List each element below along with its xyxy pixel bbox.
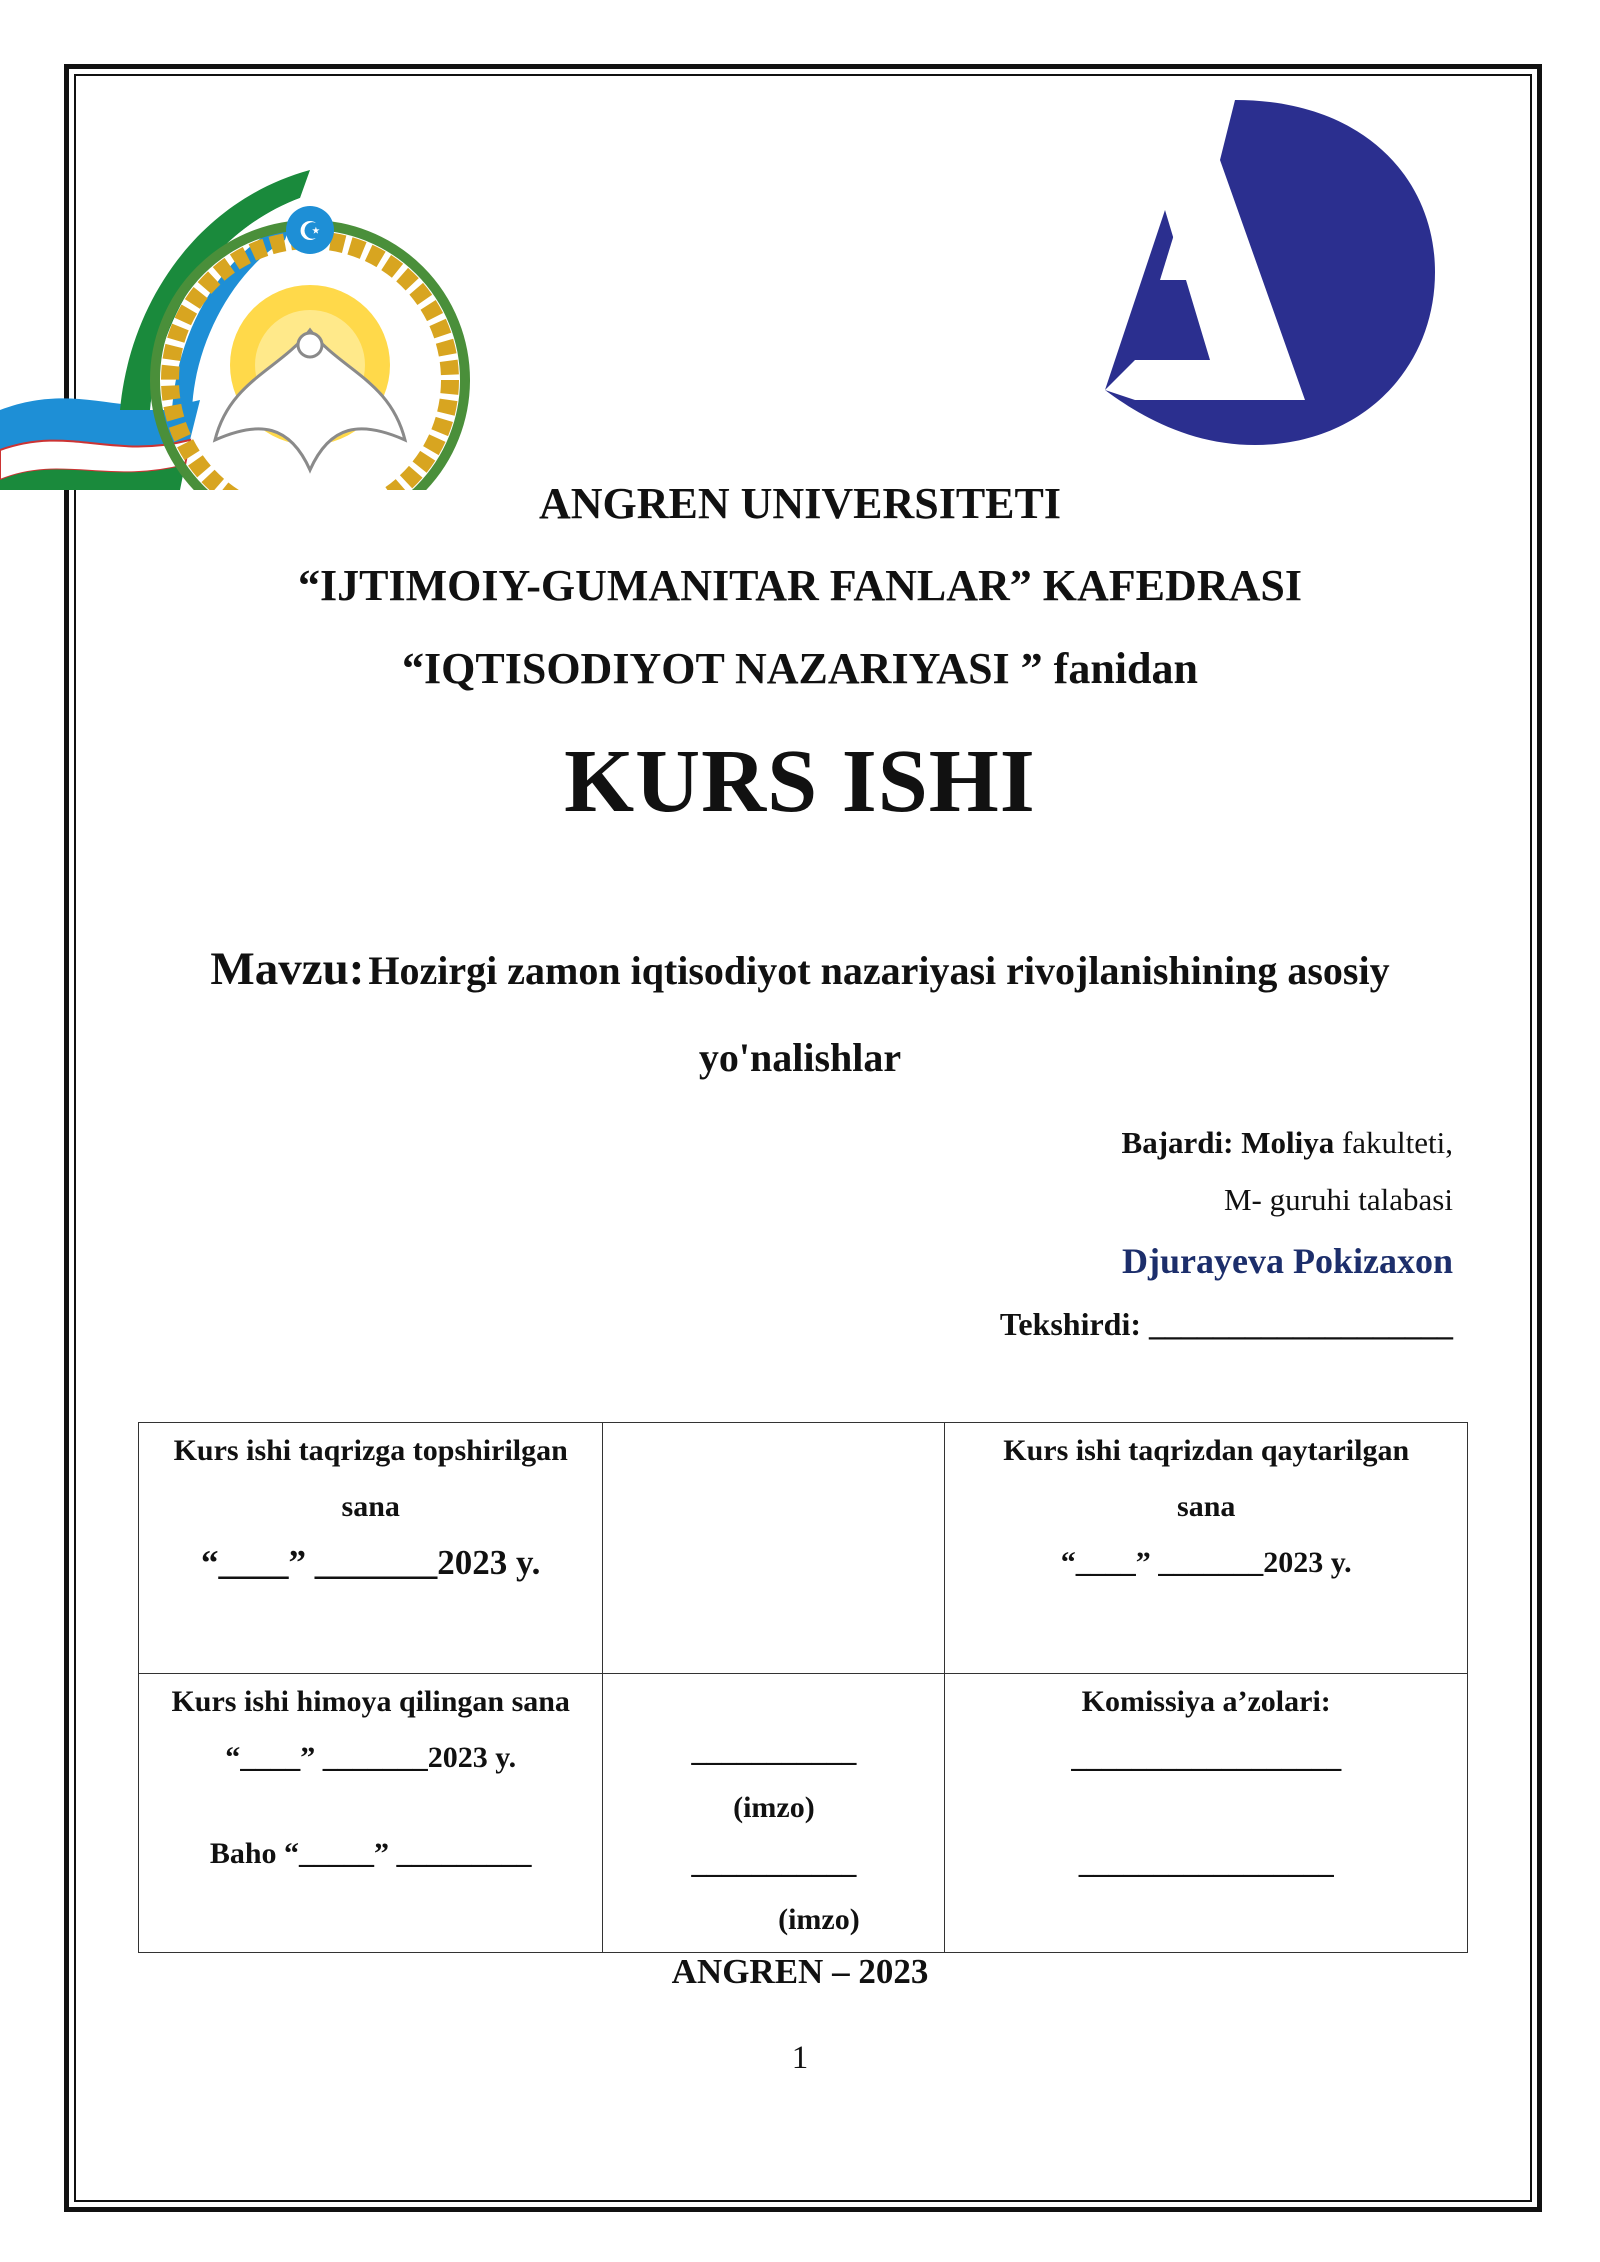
commission-cell: [945, 1674, 1468, 1953]
document-title: KURS ISHI: [564, 732, 1036, 831]
signature-label2: (imzo): [778, 1903, 860, 1936]
university-name: ANGREN UNIVERSITETI: [538, 479, 1061, 528]
faculty-name: Moliya: [1241, 1125, 1335, 1160]
author-group: M- guruhi talabasi: [1223, 1182, 1453, 1217]
footer-place-year: ANGREN – 2023: [671, 1952, 929, 1991]
checked-label: Tekshirdi:: [999, 1306, 1141, 1342]
returned-line1: Kurs ishi taqrizdan qaytarilgan: [1003, 1434, 1410, 1467]
defended-cell: [139, 1674, 603, 1953]
empty-cell: [603, 1423, 945, 1674]
commission-line1: __________________: [1071, 1741, 1342, 1774]
signature-label1: (imzo): [733, 1791, 815, 1824]
uzbekistan-emblem-icon: [0, 80, 470, 490]
submitted-line1: Kurs ishi taqrizga topshirilgan: [173, 1434, 568, 1467]
submitted-date: “____” _______2023 y.: [201, 1543, 541, 1582]
checked-by: [1000, 1306, 1453, 1343]
commission-line2: _________________: [1078, 1847, 1334, 1880]
checked-line: ___________________: [1149, 1306, 1453, 1342]
university-logo-icon: [1105, 100, 1435, 445]
svg-text:☪: ☪: [298, 217, 322, 247]
topic-text: Hozirgi zamon iqtisodiyot nazariyasi rivojlanishining asosiy yo'nalishlar: [368, 948, 1390, 1080]
page-number: 1: [791, 2040, 809, 2076]
done-label: Bajardi:: [1121, 1125, 1234, 1160]
returned-date: “____” _______2023 y.: [1060, 1546, 1352, 1579]
signature-line2: ___________: [691, 1847, 857, 1880]
defended-line1: Kurs ishi himoya qilingan sana: [171, 1685, 570, 1718]
author-faculty: [1122, 1125, 1453, 1161]
defended-date: “____” _______2023 y.: [225, 1741, 517, 1774]
review-table: [138, 1422, 1468, 1953]
subject-name: “IQTISODIYOT NAZARIYASI ” fanidan: [402, 644, 1198, 693]
signature-cell: [603, 1674, 945, 1953]
faculty-suffix: fakulteti,: [1341, 1125, 1453, 1160]
returned-cell: [945, 1423, 1468, 1674]
returned-line2: sana: [1177, 1490, 1236, 1523]
topic-label: Mavzu:: [210, 943, 365, 995]
topic: [150, 930, 1450, 1106]
signature-line1: ___________: [691, 1735, 857, 1768]
commission-label: Komissiya a’zolari:: [1081, 1685, 1331, 1718]
author-name: Djurayeva Pokizaxon: [1122, 1241, 1453, 1281]
department-name: “IJTIMOIY-GUMANITAR FANLAR” KAFEDRASI: [298, 561, 1302, 610]
submitted-cell: [139, 1423, 603, 1674]
grade-line: Baho “_____” _________: [209, 1837, 532, 1870]
submitted-line2: sana: [341, 1490, 400, 1523]
